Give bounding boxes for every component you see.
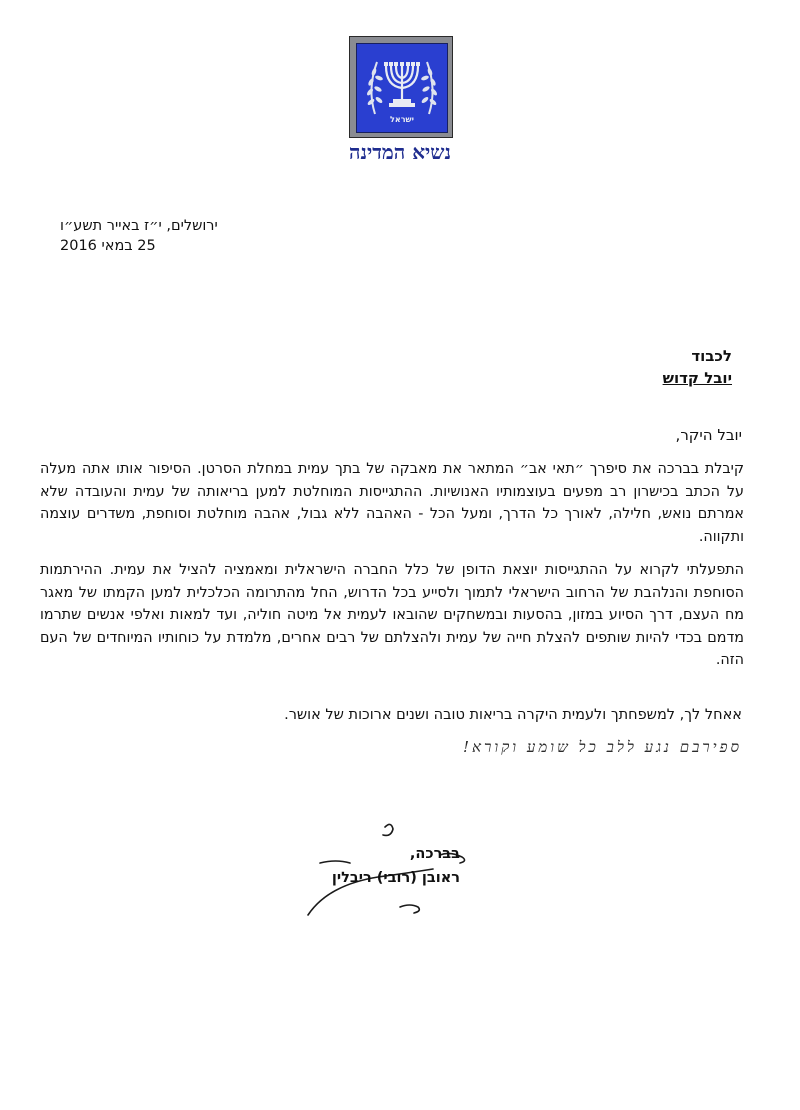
signature-greeting: בברכה, xyxy=(409,846,460,862)
closing-line: אאחל לך, למשפחתך ולעמית היקרה בריאות טובה ושנים ארוכות של אושר. xyxy=(284,707,742,723)
date-block xyxy=(60,216,320,256)
signatory-name: ראובן (רובי) ריבלין xyxy=(331,870,460,886)
addressee-block xyxy=(532,345,732,389)
hebrew-date: ירושלים, י״ז באייר תשע״ו xyxy=(60,218,218,234)
handwritten-note: ספירבם נגע ללב כל שומע וקורא! xyxy=(463,738,742,756)
addressee-name: יובל קדוש xyxy=(662,369,732,387)
salutation: יובל היקר, xyxy=(675,426,742,444)
emblem-frame xyxy=(349,36,453,138)
gregorian-date: 25 במאי 2016 xyxy=(60,238,156,254)
body-paragraph: התפעלתי לקרוא על ההתגייסות יוצאת הדופן של כלל החברה הישראלית ומאמציה להציל את עמית. ההירתמות הסוחפת והנלהבת של הרחוב הישראלי לתמוך ולסייע בכל הדרוש, החל מהתרומה הכלכלית למען הקמתו של מאגר מח העצם, דרך הסיוע במזון, בהסעות ובמשחקים שהובאו לעמית אל מיטה חוליה, ועד למאות ואלפי אנשים שתרמו מדמם בכדי להיות שותפים להצלת חייה של עמית ולהצלתם של רבים אחרים, מלמדת על כוחותיו המיוחדים של העם הזה. xyxy=(40,562,744,668)
office-title: נשיא המדינה xyxy=(349,140,451,164)
addressee-prefix: לכבוד xyxy=(691,347,732,365)
signature-block xyxy=(240,842,460,890)
state-of-israel-emblem-icon xyxy=(356,43,448,133)
body-paragraph: קיבלת בברכה את סיפרך ״תאי אב״ המתאר את מאבקה של בתך עמית במחלת הסרטן. הסיפור אותו אתה מעלה על הכתב בכישרון רב מפעים בעוצמותיו האנושיות. ההתגייסות המוחלטת למען בריאותה של עמית והעובדה שלא אמרתם נואש, חלילה, לאורך כל הדרך, ומעל הכל - האהבה ללא גבול, אהבה מוחלטת וסוחפת, משדרים עוצמה ותקווה. xyxy=(40,461,744,545)
letter-body xyxy=(40,458,744,683)
emblem-text: ישראל xyxy=(390,115,414,124)
